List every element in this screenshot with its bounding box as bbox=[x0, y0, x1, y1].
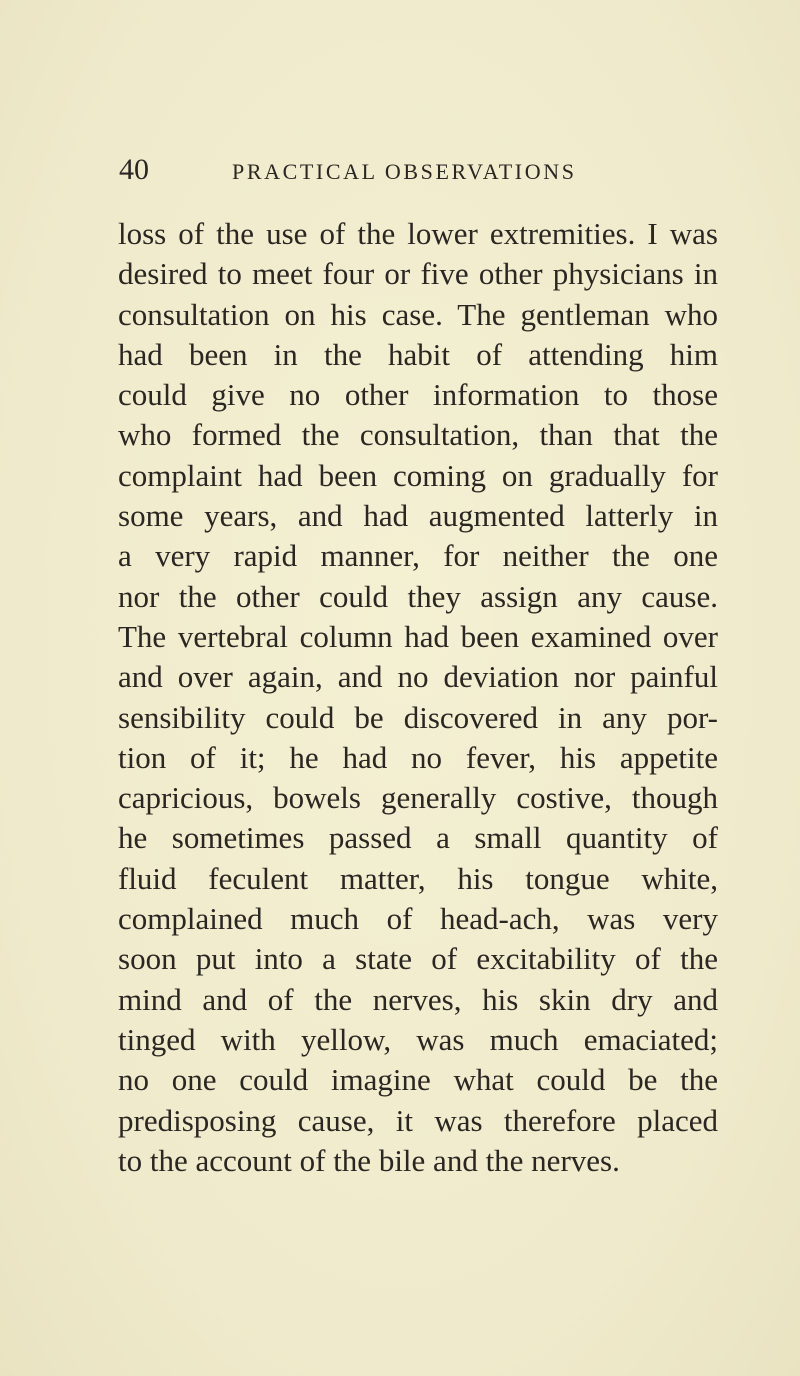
text-line: no one could imagine what could be the bbox=[118, 1062, 718, 1098]
text-line: mind and of the nerves, his skin dry and bbox=[118, 981, 718, 1017]
text-line: desired to meet four or five other physicians in bbox=[118, 256, 718, 292]
text-line: a very rapid manner, for neither the one bbox=[118, 538, 718, 574]
text-line: could give no other information to those bbox=[118, 377, 718, 413]
text-line: loss of the use of the lower extremities. I was bbox=[118, 216, 718, 251]
text-line: complaint had been coming on gradually for bbox=[118, 457, 718, 493]
text-line-last: to the account of the bile and the nerves. bbox=[118, 1142, 620, 1178]
text-line: some years, and had augmented latterly in bbox=[118, 498, 718, 534]
text-line: The vertebral column had been examined over bbox=[118, 618, 718, 654]
running-title: PRACTICAL OBSERVATIONS bbox=[232, 159, 577, 184]
text-line: fluid feculent matter, his tongue white, bbox=[118, 860, 718, 896]
text-line: soon put into a state of excitability of the bbox=[118, 941, 718, 977]
text-line: complained much of head-ach, was very bbox=[118, 901, 718, 937]
text-line: sensibility could be discovered in any por- bbox=[118, 699, 718, 735]
text-line: nor the other could they assign any cause. bbox=[118, 578, 718, 614]
text-line: and over again, and no deviation nor painful bbox=[118, 659, 718, 695]
text-line: had been in the habit of attending him bbox=[118, 336, 718, 372]
text-line: he sometimes passed a small quantity of bbox=[118, 820, 718, 856]
running-head bbox=[0, 150, 800, 190]
body-text bbox=[118, 214, 718, 1181]
text-line: capricious, bowels generally costive, though bbox=[118, 780, 718, 816]
page-number: 40 bbox=[119, 153, 149, 186]
text-line: tinged with yellow, was much emaciated; bbox=[118, 1021, 718, 1057]
text-line: who formed the consultation, than that the bbox=[118, 417, 718, 453]
text-line: predisposing cause, it was therefore placed bbox=[118, 1102, 718, 1138]
text-line: tion of it; he had no fever, his appetite bbox=[118, 739, 718, 775]
text-line: consultation on his case. The gentleman who bbox=[118, 296, 718, 332]
